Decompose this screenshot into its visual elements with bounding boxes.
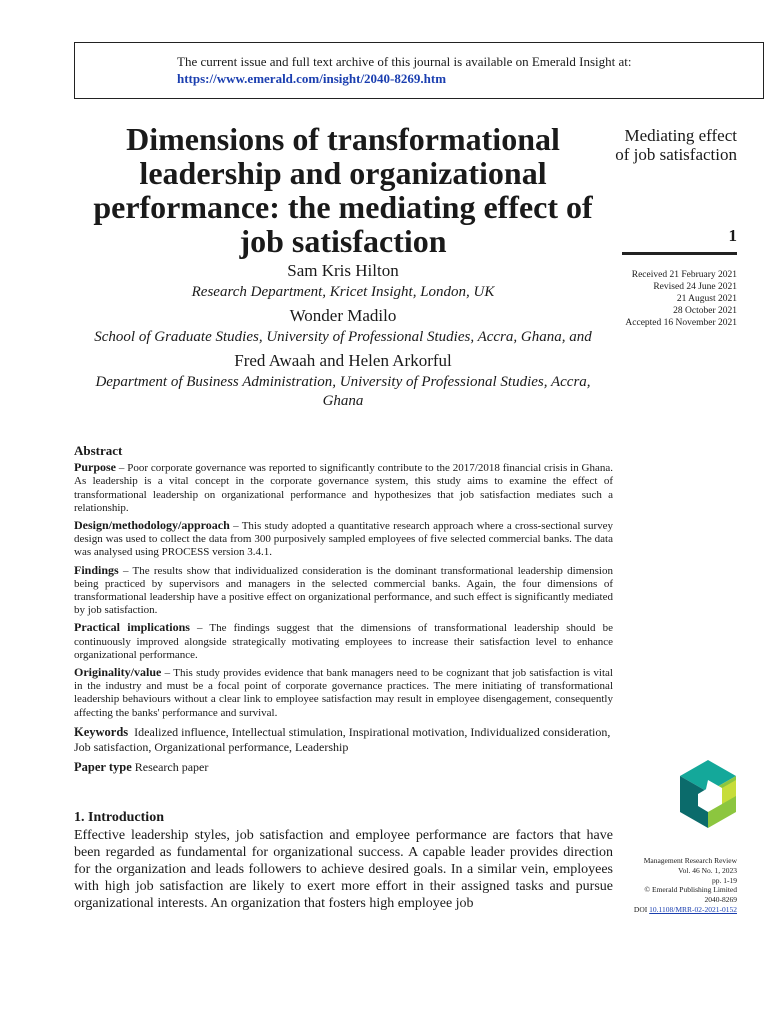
- abstract-findings: [74, 564, 613, 618]
- abstract-label: Findings: [74, 562, 119, 577]
- introduction-heading: 1. Introduction: [74, 810, 164, 825]
- doi-link[interactable]: 10.1108/MRR-02-2021-0152: [649, 904, 737, 914]
- article-history: [597, 269, 737, 329]
- abstract-label: Purpose: [74, 460, 116, 475]
- abstract-practical-implications: [74, 621, 613, 662]
- abstract-text: This study provides evidence that bank managers need to be cognizant that job satisfaction is vital in the industry and must be a focal point of corporate governance practices. The mere initiating of transformational leadership behaviours without a clear link to employee satisfaction may result in employee disengagement, consequently affecting the banks' performance and survival.: [74, 667, 613, 719]
- abstract-text: Poor corporate governance was reported to significantly contribute to the 2017/2018 financial crisis in Ghana. As leadership is a vital concept in the corporate governance system, this study aims to examine the effect of transformational leadership on organizational performance and hypothesizes that job satisfaction mediates such a relationship.: [74, 462, 614, 514]
- revised-date: 21 August 2021: [676, 294, 737, 304]
- abstract-dash: –: [118, 462, 125, 475]
- abstract-text: The results show that individualized consideration is the dominant transformational leadership dimension being practiced by supervisors and managers in the selected commercial banks. Again, the four dimensions of transformational leadership have a positive effect on organizational performance, and such effect is significantly mediated by job satisfaction.: [74, 564, 613, 617]
- page-number: 1: [728, 226, 737, 245]
- abstract-dash: –: [122, 564, 129, 577]
- archive-notice-box: [74, 42, 764, 99]
- abstract-text: The findings suggest that the dimensions of transformational leadership should be continuously improved alongside strategically motivating employees to increase their satisfaction level to enhance organizational performance.: [74, 622, 613, 661]
- article-title: Dimensions of transformational leadership and organizational performance: the mediating effect of job satisfaction: [93, 121, 593, 259]
- journal-publisher: © Emerald Publishing Limited: [644, 885, 737, 895]
- keywords-list: Idealized influence, Intellectual stimulation, Inspirational motivation, Individualized consideration, Job satisfaction, Organizational performance, Leadership: [74, 724, 611, 754]
- margin-rule: [622, 252, 737, 255]
- keywords: [74, 725, 613, 755]
- archive-notice-text: The current issue and full text archive of this journal is available on Emerald Insight at:: [177, 54, 632, 69]
- journal-name: Management Research Review: [643, 856, 737, 865]
- introduction-section: [74, 810, 613, 912]
- abstract-label: Practical implications: [74, 620, 190, 635]
- abstract-dash: –: [197, 622, 203, 635]
- paper-type-value: Research paper: [134, 759, 209, 774]
- author-madilo: Wonder Madilo: [289, 306, 397, 325]
- paper-type: [74, 761, 613, 774]
- author-awaah-arkorful: Fred Awaah and Helen Arkorful: [234, 351, 452, 370]
- abstract-design: [74, 519, 613, 560]
- author-hilton: Sam Kris Hilton: [287, 261, 399, 280]
- abstract-text: This study adopted a quantitative research approach where a cross-sectional survey design was used to collect the data from 300 purposively sampled employees of five selected commercial banks. The data was analysed using PROCESS version 3.4.1.: [74, 520, 613, 559]
- abstract: [74, 444, 613, 774]
- abstract-dash: –: [164, 667, 171, 680]
- abstract-purpose: [74, 461, 613, 515]
- abstract-dash: –: [233, 520, 239, 533]
- revised-date: 28 October 2021: [673, 306, 737, 316]
- paper-type-label: Paper type: [74, 759, 132, 774]
- affiliation-madilo: School of Graduate Studies, University of Professional Studies, Accra, Ghana, and: [94, 329, 592, 345]
- keywords-label: Keywords: [74, 724, 129, 739]
- accepted-date: Accepted 16 November 2021: [625, 318, 737, 328]
- journal-archive-link[interactable]: https://www.emerald.com/insight/2040-8269.htm: [177, 71, 447, 86]
- journal-doi: [597, 905, 737, 915]
- crossmark-logo-icon[interactable]: [678, 758, 738, 830]
- journal-volume: Vol. 46 No. 1, 2023: [678, 865, 737, 875]
- journal-pages: pp. 1-19: [712, 875, 737, 885]
- abstract-label: Originality/value: [74, 665, 162, 680]
- affiliation-awaah-arkorful: Department of Business Administration, University of Professional Studies, Accra, Ghana: [95, 374, 591, 409]
- abstract-originality: [74, 666, 613, 720]
- introduction-text: Effective leadership styles, job satisfaction and employee performance are factors that have been regarded as fundamental for organizational success. A capable leader provides direction for the organization and leads followers to achieve desired goals. In a similar vein, employees with high job satisfaction are likely to exert more effort in their assigned tasks and pursue organizational interests. An organization that fosters high employee job: [74, 828, 613, 911]
- journal-issn: 2040-8269: [704, 895, 737, 905]
- revised-date: Revised 24 June 2021: [653, 282, 737, 292]
- abstract-label: Design/methodology/approach: [74, 518, 230, 533]
- running-title: Mediating effect of job satisfaction: [615, 126, 737, 164]
- doi-label: DOI: [633, 904, 648, 914]
- journal-info: [597, 856, 737, 915]
- abstract-heading: Abstract: [74, 443, 123, 458]
- affiliation-hilton: Research Department, Kricet Insight, London, UK: [191, 284, 495, 300]
- received-date: Received 21 February 2021: [631, 270, 737, 280]
